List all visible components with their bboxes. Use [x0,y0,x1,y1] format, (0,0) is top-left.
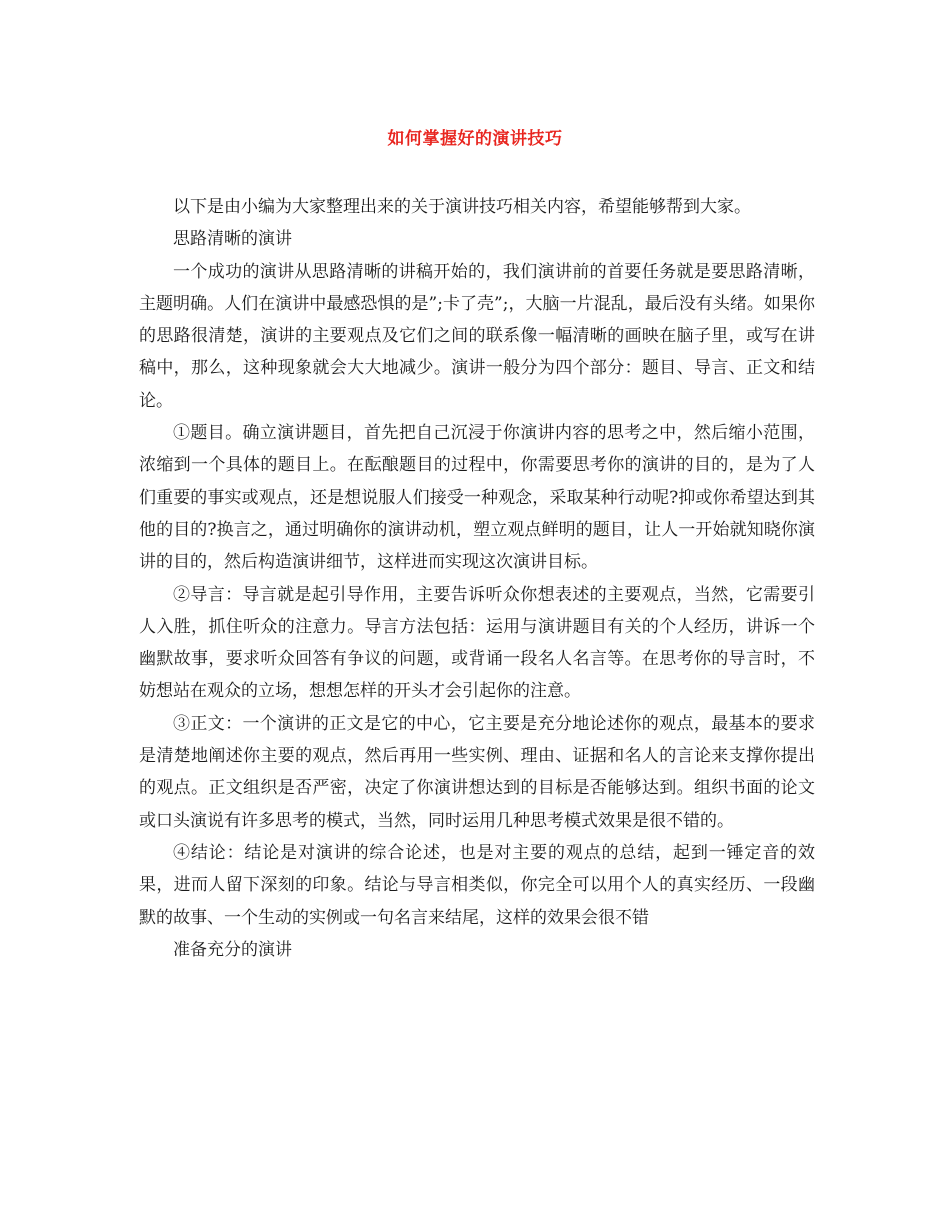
body-paragraph-conclusion: ④结论：结论是对演讲的综合论述，也是对主要的观点的总结，起到一锤定音的效果，进而人留下深刻的印象。结论与导言相类似，你完全可以用个人的真实经历、一段幽默的故事、一个生动的实例或一句名言来结尾，这样的效果会很不错 [139,842,815,928]
section-heading-clear-thinking: 思路清晰的演讲 [173,229,292,250]
section-heading-preparation: 准备充分的演讲 [173,939,292,960]
document-body [139,191,815,966]
intro-paragraph: 以下是由小编为大家整理出来的关于演讲技巧相关内容，希望能够帮到大家。 [173,197,751,217]
body-paragraph: 一个成功的演讲从思路清晰的讲稿开始的，我们演讲前的首要任务就是要思路清晰，主题明确。人们在演讲中最感恐惧的是”;卡了壳”;，大脑一片混乱，最后没有头绪。如果你的思路很清楚，演讲的主要观点及它们之间的联系像一幅清晰的画映在脑子里，或写在讲稿中，那么，这种现象就会大大地减少。演讲一般分为四个部分：题目、导言、正文和结论。 [139,261,815,411]
body-paragraph-main-text: ③正文：一个演讲的正文是它的中心，它主要是充分地论述你的观点，最基本的要求是清楚地阐述你主要的观点，然后再用一些实例、理由、证据和名人的言论来支撑你提出的观点。正文组织是否严密，决定了你演讲想达到的目标是否能够达到。组织书面的论文或口头演说有许多思考的模式，当然，同时运用几种思考模式效果是很不错的。 [139,713,815,831]
body-paragraph-title: ①题目。确立演讲题目，首先把自己沉浸于你演讲内容的思考之中，然后缩小范围，浓缩到一个具体的题目上。在酝酿题目的过程中，你需要思考你的演讲的目的，是为了人们重要的事实或观点，还是想说服人们接受一种观念，采取某种行动呢?抑或你希望达到其他的目的?换言之，通过明确你的演讲动机，塑立观点鲜明的题目，让人一开始就知晓你演讲的目的，然后构造演讲细节，这样进而实现这次演讲目标。 [139,423,815,573]
document-title: 如何掌握好的演讲技巧 [387,129,563,149]
body-paragraph-introduction: ②导言：导言就是起引导作用，主要告诉听众你想表述的主要观点，当然，它需要引人入胜，抓住听众的注意力。导言方法包括：运用与演讲题目有关的个人经历，讲诉一个幽默故事，要求听众回答有争议的问题，或背诵一段名人名言等。在思考你的导言时，不妨想站在观众的立场，想想怎样的开头才会引起你的注意。 [139,584,815,702]
